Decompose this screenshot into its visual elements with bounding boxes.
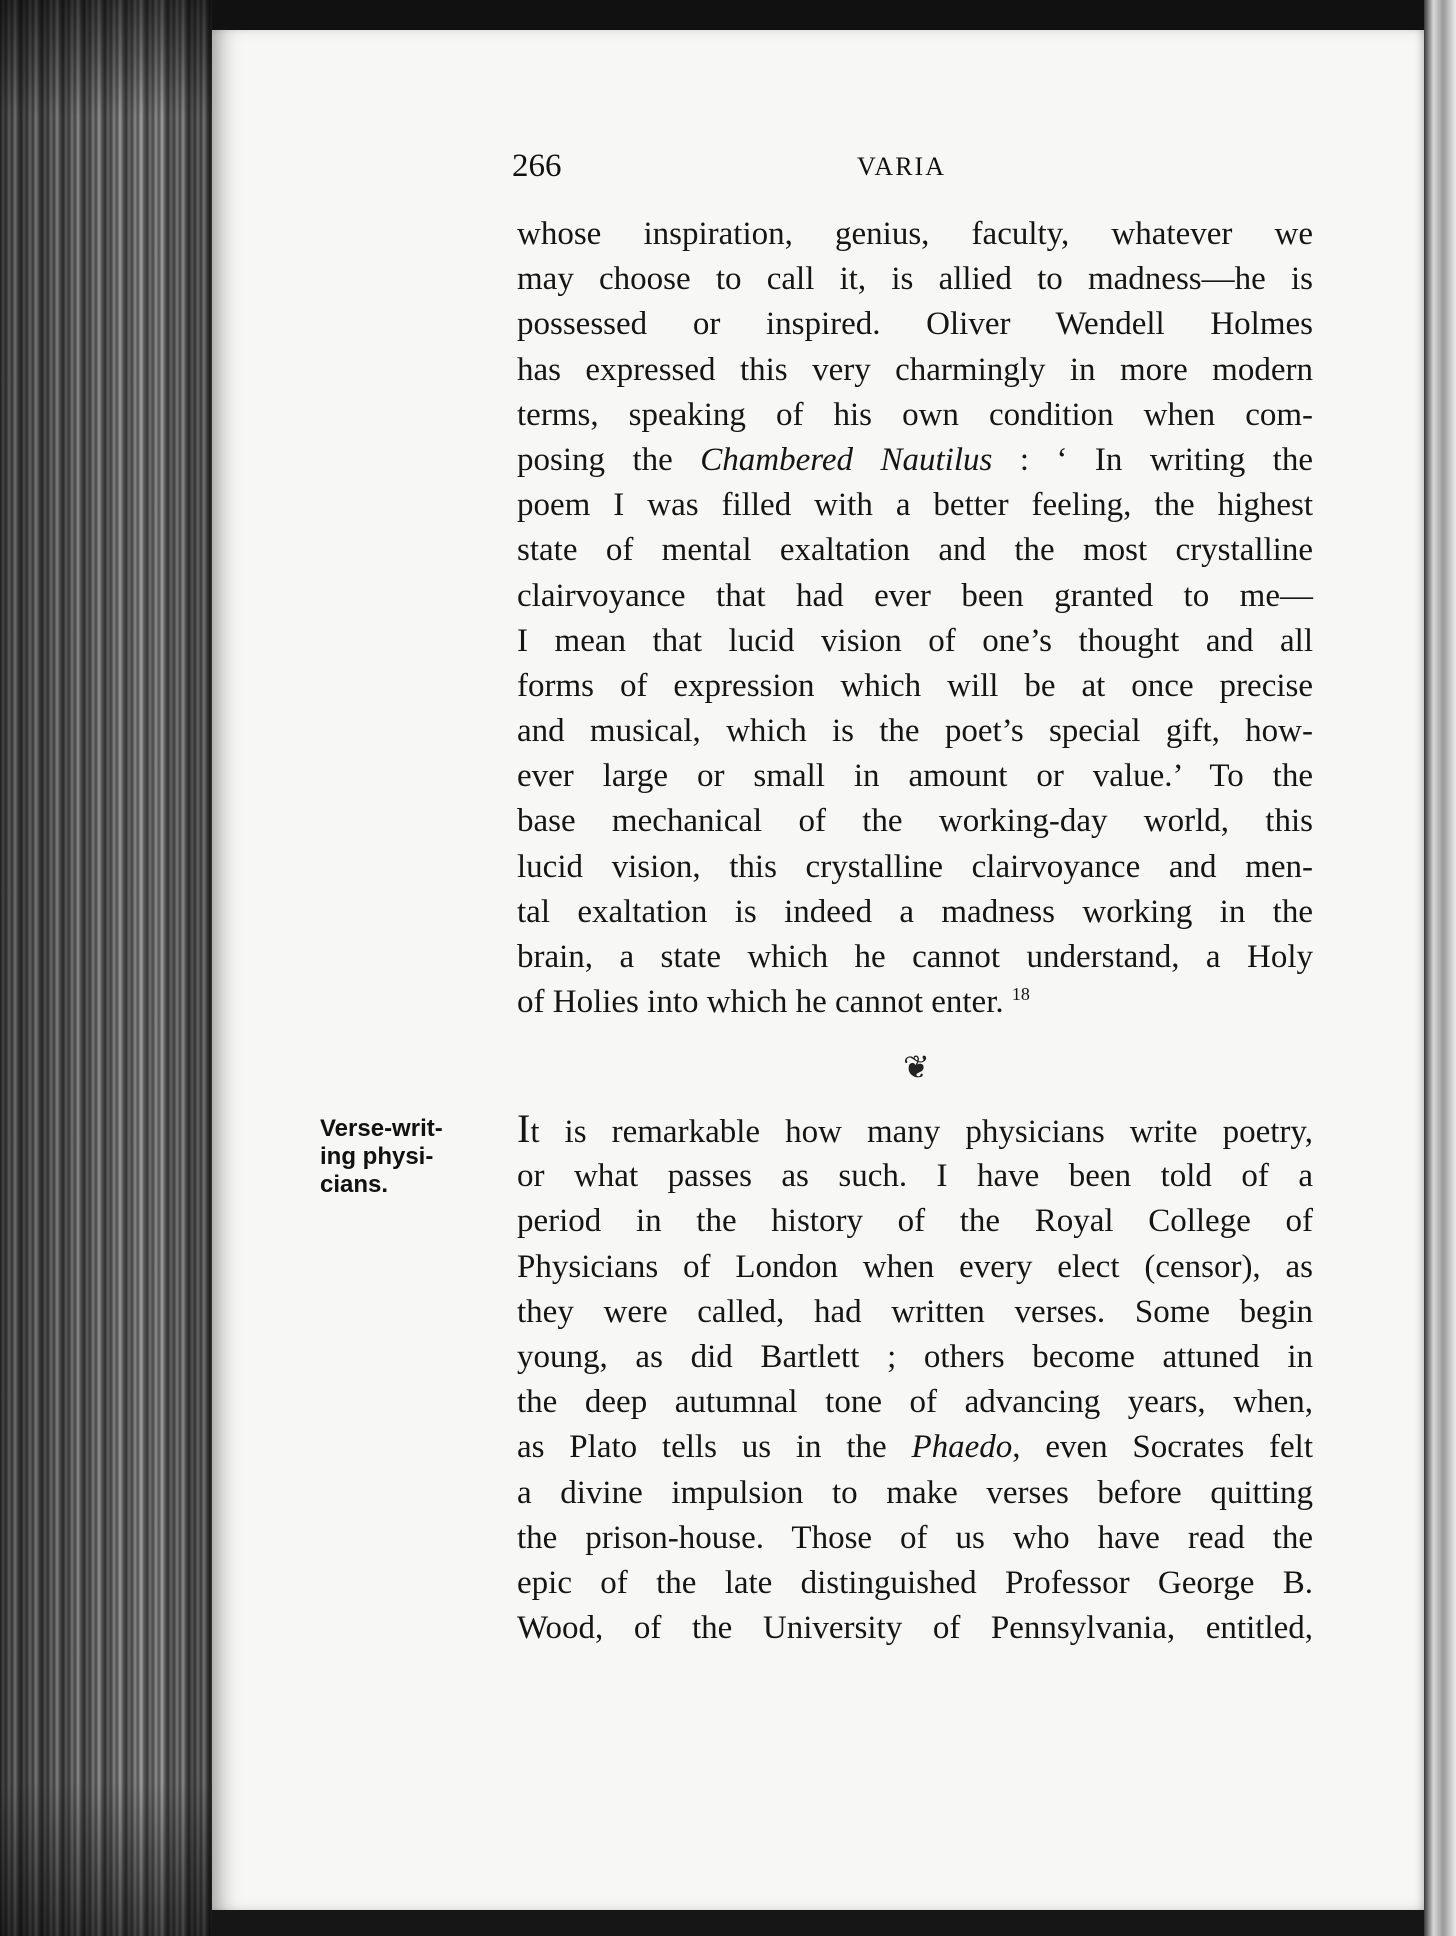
italic-title: Chambered Nautilus	[700, 441, 993, 478]
text-line: possessed or inspired. Oliver Wendell Holmes	[517, 306, 1313, 343]
text-line: brain, a state which he cannot understand, a Holy	[517, 939, 1313, 975]
text-line: lucid vision, this crystalline clairvoyance and men-	[517, 848, 1313, 885]
text-line: base mechanical of the working-day world, this	[517, 803, 1313, 840]
text-fragment: t is remarkable how many physicians write poetry,	[530, 1114, 1313, 1150]
text-line: Wood, of the University of Pennsylvania, entitled,	[517, 1610, 1313, 1647]
running-head: VARIA	[857, 152, 946, 181]
text-line: ever large or small in amount or value.’ To the	[517, 758, 1313, 795]
text-line: epic of the late distinguished Professor George B.	[517, 1564, 1313, 1601]
text-fragment: of Holies into which he cannot enter.	[517, 984, 1004, 1021]
footnote-reference: 18	[1011, 984, 1030, 1005]
text-line: forms of expression which will be at once precise	[517, 667, 1313, 704]
text-line: I mean that lucid vision of one’s thought and all	[517, 622, 1313, 659]
text-fragment: : ‘ In writing the	[992, 441, 1313, 478]
text-fragment: , even Socrates felt	[1012, 1429, 1313, 1466]
book-right-edge	[1424, 0, 1456, 1936]
scan-bottom-border	[212, 1910, 1424, 1936]
page-number: 266	[512, 148, 562, 184]
text-line: and musical, which is the poet’s special gift, how-	[517, 713, 1313, 750]
text-line: may choose to call it, is allied to madness—he is	[517, 261, 1313, 298]
text-line: Physicians of London when every elect (censor), as	[517, 1248, 1313, 1285]
margin-note-line: cians.	[320, 1171, 389, 1198]
text-line: whose inspiration, genius, faculty, whatever we	[517, 216, 1313, 252]
text-line: or what passes as such. I have been told of a	[517, 1158, 1313, 1195]
paragraph-physicians	[517, 1106, 1313, 1651]
book-page-edges	[0, 0, 220, 1936]
text-line: terms, speaking of his own condition when com-	[517, 396, 1313, 433]
text-line: the prison-house. Those of us who have read the	[517, 1519, 1313, 1556]
section-ornament-icon: ❦	[903, 1049, 930, 1085]
italic-title: Phaedo	[911, 1429, 1013, 1466]
initial-letter: I	[517, 1106, 531, 1151]
margin-note-line: ing physi-	[320, 1143, 434, 1170]
text-line: period in the history of the Royal College of	[517, 1203, 1313, 1240]
text-line: they were called, had written verses. Some begin	[517, 1293, 1313, 1330]
text-line	[517, 1106, 1313, 1154]
text-line: poem I was filled with a better feeling, the highest	[517, 487, 1313, 524]
text-line	[517, 980, 1313, 1025]
text-line: has expressed this very charmingly in more modern	[517, 351, 1313, 388]
paragraph-holmes	[517, 212, 1313, 1025]
scan-top-border	[212, 0, 1424, 30]
text-fragment: as Plato tells us in the	[517, 1429, 912, 1466]
text-line: the deep autumnal tone of advancing years, when,	[517, 1384, 1313, 1421]
text-line: state of mental exaltation and the most crystalline	[517, 532, 1313, 569]
text-line	[517, 438, 1313, 483]
margin-note	[320, 1115, 500, 1199]
text-line: a divine impulsion to make verses before quitting	[517, 1474, 1313, 1511]
text-line: tal exaltation is indeed a madness working in the	[517, 893, 1313, 930]
text-line: clairvoyance that had ever been granted to me—	[517, 577, 1313, 614]
text-fragment: posing the	[517, 441, 701, 478]
page-header	[512, 148, 1312, 192]
text-line: young, as did Bartlett ; others become attuned in	[517, 1338, 1313, 1375]
margin-note-line: Verse-writ-	[320, 1115, 443, 1142]
text-line	[517, 1425, 1313, 1470]
